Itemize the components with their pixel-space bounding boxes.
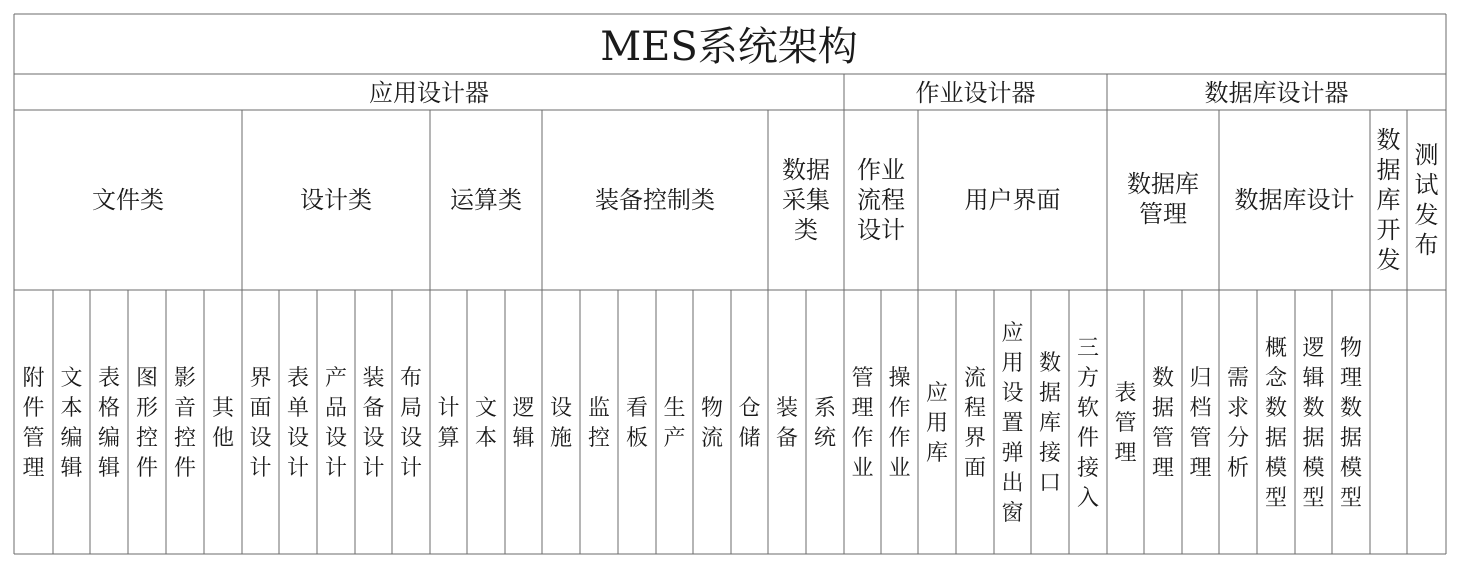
item-label: 应用库 xyxy=(925,381,949,466)
item-label: 需求分析 xyxy=(1226,366,1250,481)
item-label: 应用设置弹出窗 xyxy=(1001,321,1024,526)
item-label: 监控 xyxy=(587,396,611,451)
item-label: 表管理 xyxy=(1114,381,1137,466)
diagram-title: MES系统架构 xyxy=(600,24,858,70)
item-label: 生产 xyxy=(663,396,686,451)
item-label: 看板 xyxy=(625,396,649,451)
category-label: 文件类 xyxy=(92,186,164,214)
item-label: 影音控件 xyxy=(173,366,197,481)
category-label: 数据库管理 xyxy=(1127,170,1199,228)
item-label: 流程界面 xyxy=(963,366,987,481)
item-label: 装备设计 xyxy=(362,366,385,481)
designer-row xyxy=(369,79,1349,107)
item-label: 逻辑 xyxy=(512,396,535,451)
item-label: 文本 xyxy=(474,396,498,451)
item-label: 数据管理 xyxy=(1151,366,1175,481)
item-label: 表单设计 xyxy=(286,366,310,481)
item-label: 装备 xyxy=(775,396,799,451)
item-label: 设施 xyxy=(549,396,573,451)
category-label: 运算类 xyxy=(450,186,522,214)
item-label: 归档管理 xyxy=(1189,366,1212,481)
category-label: 设计类 xyxy=(300,186,372,214)
category-label: 数据采集类 xyxy=(782,156,830,244)
category-row xyxy=(92,126,1439,274)
item-label: 布局设计 xyxy=(399,366,423,481)
item-label: 操作作业 xyxy=(888,366,911,481)
item-label: 物理数据模型 xyxy=(1339,336,1363,511)
designer-label: 作业设计器 xyxy=(915,79,1036,107)
item-label: 物流 xyxy=(700,396,724,451)
designer-label: 应用设计器 xyxy=(369,79,489,107)
item-label: 三方软件接入 xyxy=(1076,336,1100,511)
category-label: 测试发布 xyxy=(1414,141,1439,259)
category-label: 作业流程设计 xyxy=(857,156,905,244)
category-label: 用户界面 xyxy=(964,186,1061,214)
item-label: 数据库接口 xyxy=(1038,351,1062,496)
item-label: 图形控件 xyxy=(135,366,159,481)
item-label: 逻辑数据模型 xyxy=(1302,336,1325,511)
item-label: 管理作业 xyxy=(851,366,874,481)
category-label: 数据库开发 xyxy=(1376,126,1401,274)
item-label: 仓储 xyxy=(738,396,761,451)
item-label: 概念数据模型 xyxy=(1264,336,1288,511)
item-label: 计算 xyxy=(437,396,460,451)
item-label: 文本编辑 xyxy=(60,366,83,481)
item-label: 其他 xyxy=(211,396,235,451)
item-label: 附件管理 xyxy=(22,366,45,481)
category-label: 装备控制类 xyxy=(595,186,715,214)
item-label: 产品设计 xyxy=(324,366,348,481)
item-label: 系统 xyxy=(813,396,837,451)
item-label: 表格编辑 xyxy=(97,366,121,481)
item-label: 界面设计 xyxy=(249,366,272,481)
category-label: 数据库设计 xyxy=(1234,186,1355,214)
designer-label: 数据库设计器 xyxy=(1204,79,1349,107)
item-row xyxy=(22,321,1362,526)
